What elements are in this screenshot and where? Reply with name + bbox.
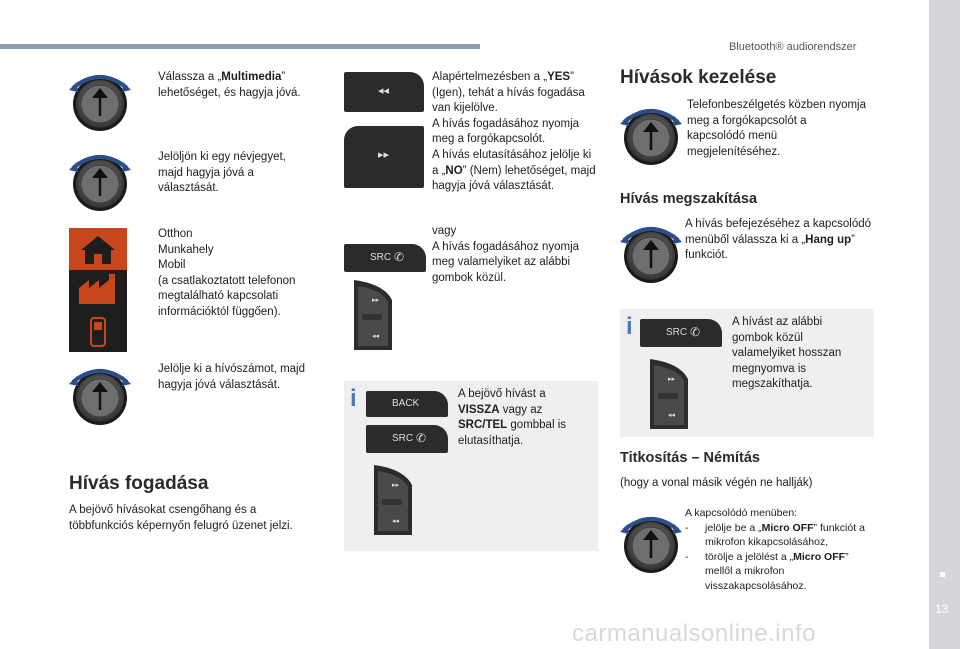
steering-stalk-icon <box>344 280 404 350</box>
hangup-text: A hívás befejezéséhez a kapcsolódó menüből válassza ki a „Hang up” funkciót. <box>685 218 872 262</box>
page-number: 13 <box>935 602 949 616</box>
option-work: Munkahely <box>158 243 214 256</box>
watermark: carmanualsonline.info <box>572 620 816 647</box>
rewind-button-icon: ◂◂ <box>344 72 424 112</box>
section-title-mute: Titkosítás – Némítás <box>620 450 760 466</box>
forward-button-icon: ▸▸ <box>344 126 424 188</box>
rotary-knob-icon <box>618 102 684 168</box>
info-icon: i <box>350 385 357 412</box>
manage-text: Telefonbeszélgetés közben nyomja meg a forgókapcsolót a kapcsolódó menü megjelenítéséhez. <box>687 99 867 158</box>
steering-stalk-icon <box>640 359 700 429</box>
mobile-phone-icon <box>69 312 127 352</box>
option-note: (a csatlakoztatott telefonon megtalálható kapcsolati információktól függően). <box>158 274 296 318</box>
src-tel-button-icon: SRC ✆ <box>366 425 448 453</box>
info-box-hangup <box>620 309 874 437</box>
rotary-knob-icon <box>618 220 684 286</box>
info-box-reject <box>344 381 598 551</box>
rotary-knob-icon <box>67 68 133 134</box>
answer-alt-instructions: vagy A hívás fogadásához nyomja meg valamelyiket az alábbi gombok közül. <box>432 225 580 284</box>
rotary-knob-icon <box>67 362 133 428</box>
page-marker <box>940 572 945 577</box>
steering-stalk-icon <box>364 465 424 535</box>
option-mobile: Mobil <box>158 259 186 272</box>
rotary-knob-icon <box>618 510 684 576</box>
mute-subtitle: (hogy a vonal másik végén ne hallják) <box>620 477 813 489</box>
page-sidebar <box>929 0 960 649</box>
home-icon <box>69 228 127 270</box>
section-text-answer: A bejövő hívásokat csengőhang és a többfunkciós képernyőn felugró üzenet jelzi. <box>69 504 293 532</box>
info-hangup-text: A hívást az alábbi gombok közül valamelyiket hosszan megnyomva is megszakíthatja. <box>732 316 842 391</box>
step-select-number: Jelölje ki a hívószámot, majd hagyja jóvá választását. <box>158 363 306 391</box>
info-icon: i <box>626 313 633 340</box>
contact-type-list <box>158 227 318 321</box>
src-tel-button-icon: SRC ✆ <box>344 244 426 272</box>
contact-type-icons <box>69 228 127 352</box>
rotary-knob-icon <box>67 148 133 214</box>
mute-item-off: - jelölje be a „Micro OFF” funkciót a mikrofon kikapcsolásához, <box>685 521 865 548</box>
section-title-manage: Hívások kezelése <box>620 67 777 88</box>
section-title-answer: Hívás fogadása <box>69 473 209 494</box>
factory-icon <box>69 270 127 310</box>
src-tel-button-icon: SRC ✆ <box>640 319 722 347</box>
section-header: Bluetooth® audiorendszer <box>729 41 857 53</box>
option-home: Otthon <box>158 228 193 240</box>
section-title-hangup: Hívás megszakítása <box>620 191 758 207</box>
step-select-multimedia: Válassza a „Multimedia” lehetőséget, és hagyja jóvá. <box>158 71 301 99</box>
back-button-icon: BACK <box>366 391 448 417</box>
step-select-contact: Jelöljön ki egy névjegyet, majd hagyja jóvá a választását. <box>158 151 286 195</box>
mute-item-on: - törölje a jelölést a „Micro OFF” mellől a mikrofon visszakapcsolásához. <box>685 550 849 592</box>
top-rule <box>0 44 480 49</box>
answer-instructions: Alapértelmezésben a „YES” (Igen), tehát a hívás fogadása van kijelölve. A hívás fogadásához nyomja meg a forgókapcsolót. A hívás elutasításához jelölje ki a „NO” (Nem) lehetőséget, majd hagyja jóvá választását. <box>432 71 596 193</box>
mute-instructions: A kapcsolódó menüben: - jelölje be a „Micro OFF” funkciót a mikrofon kikapcsolásához, - törölje a jelölést a „Micro OFF” mellől a mikrofon visszakapcsolásához. <box>685 506 875 593</box>
info-reject-text: A bejövő hívást a VISSZA vagy az SRC/TEL gombbal is elutasíthatja. <box>458 388 567 447</box>
